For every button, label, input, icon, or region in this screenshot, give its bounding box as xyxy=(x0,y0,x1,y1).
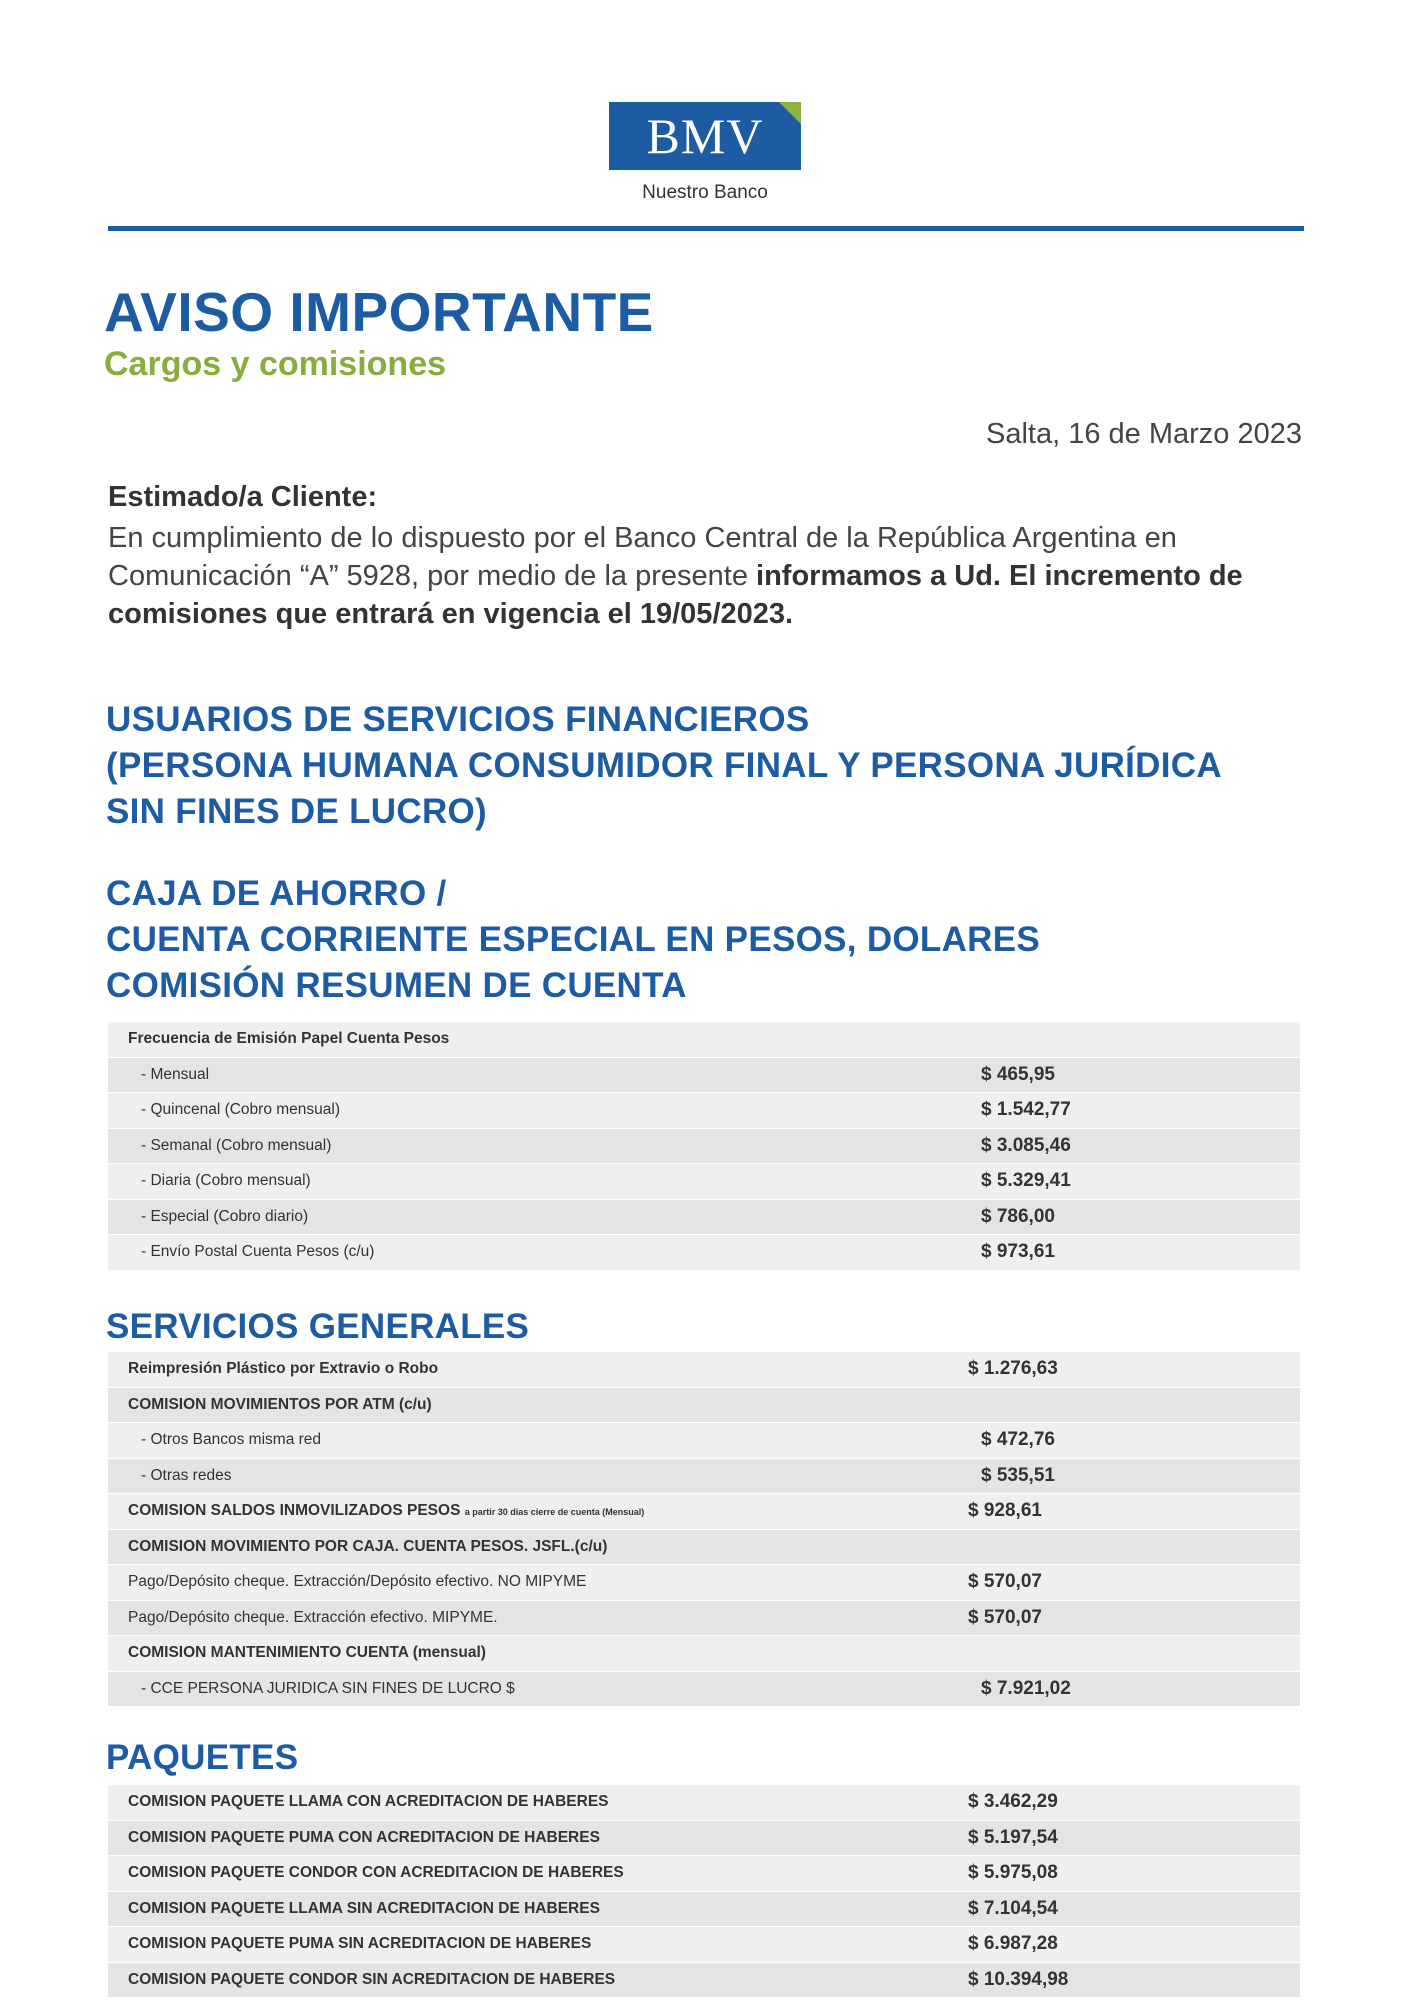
row-label: COMISION PAQUETE CONDOR SIN ACREDITACION DE HABERES xyxy=(128,1970,616,1988)
table-row xyxy=(108,1636,1300,1672)
table-row xyxy=(108,1601,1300,1637)
row-label-note: a partir 30 dias cierre de cuenta (Mensual) xyxy=(464,1507,645,1518)
table-row xyxy=(108,1388,1300,1424)
row-value: $ 3.085,46 xyxy=(981,1134,1071,1156)
table-row xyxy=(108,1200,1300,1236)
row-label: - Otras redes xyxy=(141,1466,232,1484)
row-label: COMISION PAQUETE PUMA CON ACREDITACION DE HABERES xyxy=(128,1828,600,1846)
table-row xyxy=(108,1892,1300,1928)
row-label: Frecuencia de Emisión Papel Cuenta Pesos xyxy=(128,1030,450,1048)
row-value: $ 5.975,08 xyxy=(968,1862,1058,1884)
table-row xyxy=(108,1129,1300,1165)
row-value: $ 472,76 xyxy=(981,1429,1055,1451)
caja-section-heading xyxy=(106,871,1040,1009)
document-date: Salta, 16 de Marzo 2023 xyxy=(986,418,1302,450)
paquetes-section-heading: PAQUETES xyxy=(106,1738,299,1777)
table-row xyxy=(108,1459,1300,1495)
table-row xyxy=(108,1856,1300,1892)
row-label: - Semanal (Cobro mensual) xyxy=(141,1136,332,1154)
logo-subtitle: Nuestro Banco xyxy=(642,182,768,203)
row-label: - CCE PERSONA JURIDICA SIN FINES DE LUCRO $ xyxy=(141,1679,515,1697)
table-row xyxy=(108,1927,1300,1963)
users-heading-line-1: USUARIOS DE SERVICIOS FINANCIEROS xyxy=(106,700,810,739)
table-row xyxy=(108,1352,1300,1388)
servicios-fees-table xyxy=(108,1352,1300,1707)
greeting: Estimado/a Cliente: xyxy=(108,481,378,513)
intro-normal-text: En cumplimiento de lo dispuesto por el Banco Central de la República Argentina en Comunicación “A” 5928, por medio de la presente xyxy=(108,522,1177,592)
logo-corner-mark xyxy=(779,102,801,124)
row-value: $ 973,61 xyxy=(981,1241,1055,1263)
paquetes-fees-table xyxy=(108,1785,1300,1998)
row-value: $ 5.329,41 xyxy=(981,1170,1071,1192)
logo-text: BMV xyxy=(646,108,764,164)
table-row xyxy=(108,1565,1300,1601)
table-row xyxy=(108,1530,1300,1566)
row-label: Pago/Depósito cheque. Extracción efectivo. MIPYME. xyxy=(128,1608,498,1626)
row-value: $ 10.394,98 xyxy=(968,1968,1069,1990)
row-label: - Otros Bancos misma red xyxy=(141,1431,322,1449)
row-value: $ 5.197,54 xyxy=(968,1826,1058,1848)
row-value: $ 465,95 xyxy=(981,1063,1055,1085)
bank-logo xyxy=(609,102,801,202)
row-label: Pago/Depósito cheque. Extracción/Depósito efectivo. NO MIPYME xyxy=(128,1573,587,1591)
row-label: COMISION PAQUETE LLAMA CON ACREDITACION DE HABERES xyxy=(128,1793,609,1811)
row-value: $ 570,07 xyxy=(968,1606,1042,1628)
table-row xyxy=(108,1058,1300,1094)
table-row xyxy=(108,1423,1300,1459)
caja-heading-line-3: COMISIÓN RESUMEN DE CUENTA xyxy=(106,966,687,1005)
intro-paragraph xyxy=(108,519,1328,633)
row-label: COMISION MOVIMIENTOS POR ATM (c/u) xyxy=(128,1395,432,1413)
users-heading-line-3: SIN FINES DE LUCRO) xyxy=(106,792,487,831)
table-row xyxy=(108,1093,1300,1129)
row-value: $ 535,51 xyxy=(981,1464,1055,1486)
table-row xyxy=(108,1821,1300,1857)
row-label: COMISION PAQUETE CONDOR CON ACREDITACION DE HABERES xyxy=(128,1864,624,1882)
row-label: COMISION PAQUETE PUMA SIN ACREDITACION DE HABERES xyxy=(128,1935,592,1953)
servicios-section-heading: SERVICIOS GENERALES xyxy=(106,1307,530,1346)
row-value: $ 3.462,29 xyxy=(968,1791,1058,1813)
page-subtitle: Cargos y comisiones xyxy=(104,345,447,383)
row-value: $ 7.921,02 xyxy=(981,1677,1071,1699)
table-row xyxy=(108,1785,1300,1821)
table-row xyxy=(108,1494,1300,1530)
table-row xyxy=(108,1235,1300,1271)
row-value: $ 7.104,54 xyxy=(968,1897,1058,1919)
row-label: - Quincenal (Cobro mensual) xyxy=(141,1101,341,1119)
table-row xyxy=(108,1164,1300,1200)
row-label-text: COMISION SALDOS INMOVILIZADOS PESOS xyxy=(128,1502,461,1520)
row-value: $ 928,61 xyxy=(968,1500,1042,1522)
row-value: $ 1.276,63 xyxy=(968,1358,1058,1380)
table-row xyxy=(108,1963,1300,1999)
header-divider xyxy=(108,226,1304,231)
row-label xyxy=(108,1502,968,1520)
table-row xyxy=(108,1022,1300,1058)
row-label: COMISION MANTENIMIENTO CUENTA (mensual) xyxy=(128,1644,486,1662)
row-label: COMISION MOVIMIENTO POR CAJA. CUENTA PESOS. JSFL.(c/u) xyxy=(128,1537,608,1555)
caja-heading-line-1: CAJA DE AHORRO / xyxy=(106,874,447,913)
page-title: AVISO IMPORTANTE xyxy=(104,281,654,343)
row-label: Reimpresión Plástico por Extravio o Robo xyxy=(128,1360,439,1378)
intro-bold-text: informamos a Ud. El incremento de comisiones que entrará en vigencia el 19/05/2023. xyxy=(108,560,1243,630)
row-value: $ 1.542,77 xyxy=(981,1099,1071,1121)
logo-box xyxy=(609,102,801,170)
row-label: - Mensual xyxy=(141,1065,210,1083)
caja-fees-table xyxy=(108,1022,1300,1271)
row-value: $ 786,00 xyxy=(981,1205,1055,1227)
row-label: - Diaria (Cobro mensual) xyxy=(141,1172,311,1190)
users-section-heading xyxy=(106,697,1222,835)
row-label: - Especial (Cobro diario) xyxy=(141,1207,309,1225)
table-row xyxy=(108,1672,1300,1708)
row-label: COMISION PAQUETE LLAMA SIN ACREDITACION DE HABERES xyxy=(128,1899,600,1917)
users-heading-line-2: (PERSONA HUMANA CONSUMIDOR FINAL Y PERSONA JURÍDICA xyxy=(106,746,1222,785)
row-value: $ 6.987,28 xyxy=(968,1933,1058,1955)
row-label: - Envío Postal Cuenta Pesos (c/u) xyxy=(141,1243,375,1261)
caja-heading-line-2: CUENTA CORRIENTE ESPECIAL EN PESOS, DOLARES xyxy=(106,920,1041,959)
row-value: $ 570,07 xyxy=(968,1571,1042,1593)
